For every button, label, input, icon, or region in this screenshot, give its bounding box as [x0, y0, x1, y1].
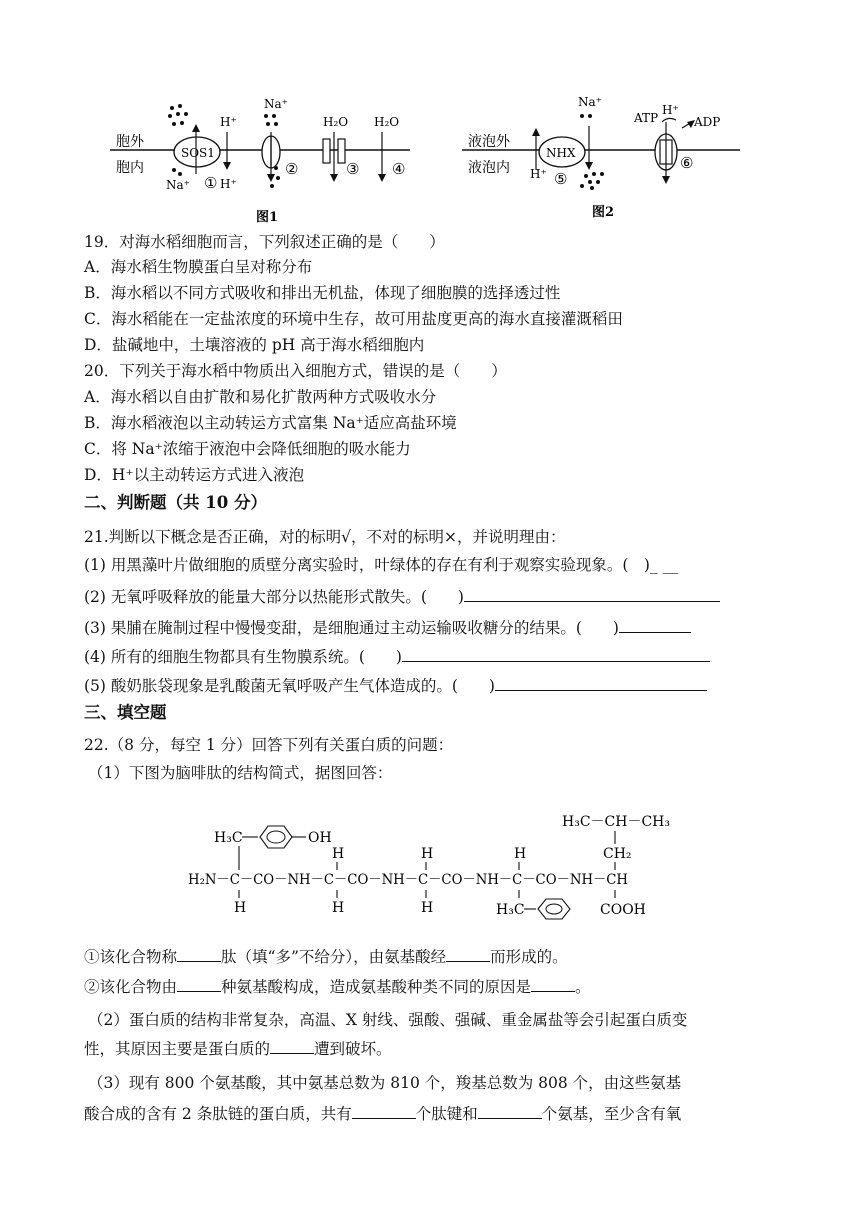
leu-cooh: COOH	[600, 902, 646, 918]
text-segment: 肽（填“多”不给分），由氨基酸经	[221, 948, 447, 966]
q19-option-c: C．海水稻能在一定盐浓度的环境中生存，故可用盐度更高的海水直接灌溉稻田	[84, 310, 623, 328]
q19-option-b: B．海水稻以不同方式吸收和排出无机盐，体现了细胞膜的选择透过性	[84, 284, 561, 302]
q21-item-4-text: (4) 所有的细胞生物都具有生物膜系统。( )	[84, 648, 402, 666]
answer-blank[interactable]	[531, 976, 575, 992]
q21-item-3	[84, 617, 691, 638]
na-dots-inside-2	[268, 166, 280, 188]
text-segment: 遭到破坏。	[314, 1040, 392, 1058]
text-segment: 性，其原因主要是蛋白质的	[84, 1040, 271, 1058]
q21-item-3-text: (3) 果脯在腌制过程中慢慢变甜，是细胞通过主动运输吸收糖分的结果。( )	[84, 619, 619, 637]
leu-side-chain: H₃C－CH－CH₃	[562, 814, 670, 830]
h-phe: H	[514, 846, 527, 862]
na-dots-inside-1	[172, 168, 182, 176]
text-segment: 。	[575, 978, 591, 996]
q19-option-d: D．盐碱地中，土壤溶液的 pH 高于海水稻细胞内	[84, 336, 425, 354]
answer-blank[interactable]	[619, 617, 691, 633]
q22-part-3-line-2	[84, 1103, 681, 1124]
section-2-heading: 二、判断题（共 10 分）	[84, 493, 267, 512]
fig2-na-label: Na⁺	[578, 95, 602, 109]
q20-option-c: C．将 Na⁺浓缩于液泡中会降低细胞的吸水能力	[84, 440, 411, 458]
q20-option-d: D．H⁺以主动转运方式进入液泡	[84, 466, 305, 484]
na-dots-outside-1	[168, 104, 188, 126]
fig1-inside-label: 胞内	[116, 160, 144, 176]
q20-option-b: B．海水稻液泡以主动转运方式富集 Na⁺适应高盐环境	[84, 414, 457, 432]
benzene-ring-icon	[538, 899, 570, 919]
benzene-ring-icon	[260, 826, 292, 848]
text-segment: 个氨基，至少含有氧	[541, 1105, 682, 1123]
fig2-num-5: ⑤	[554, 170, 568, 188]
h-gly-2-bottom: H	[421, 900, 434, 916]
leu-ch2: CH₂	[603, 846, 632, 862]
answer-blank[interactable]	[478, 1103, 542, 1119]
fig2-inside-label: 液泡内	[468, 160, 510, 176]
answer-blank[interactable]	[352, 1103, 416, 1119]
tyr-oh: OH	[308, 830, 332, 846]
fig1-h2o-label-2: H₂O	[374, 115, 400, 129]
answer-blank[interactable]	[446, 946, 490, 962]
figure-1	[110, 96, 430, 230]
q22-part-3-line-1: （3）现有 800 个氨基酸，其中氨基总数为 810 个，羧基总数为 808 个，由这些氨基	[88, 1074, 682, 1092]
aquaporin-3	[323, 139, 330, 163]
fig1-outside-label: 胞外	[116, 134, 144, 150]
q22-part-2-line-1: （2）蛋白质的结构非常复杂，高温、X 射线、强酸、强碱、重金属盐等会引起蛋白质变	[88, 1011, 688, 1029]
answer-blank[interactable]	[177, 946, 221, 962]
fig1-na-label-1: Na⁺	[166, 178, 190, 192]
na-dots-outside-2	[264, 114, 278, 126]
fig1-na-label-2: Na⁺	[264, 97, 288, 111]
q21-item-5	[84, 675, 707, 696]
q21-item-2-text: (2) 无氧呼吸释放的能量大部分以热能形式散失。( )	[84, 588, 464, 606]
fig1-h-label-2: H⁺	[220, 177, 237, 191]
enkephalin-structure	[180, 806, 680, 924]
fig2-h-label: H⁺	[530, 167, 547, 181]
q22-sub-1	[84, 946, 568, 967]
na-dots-outside-fig2	[580, 114, 592, 118]
answer-blank[interactable]	[402, 646, 710, 662]
q20-stem: 20．下列关于海水稻中物质出入细胞方式，错误的是（ ）	[84, 362, 507, 380]
text-segment: 酸合成的含有 2 条肽链的蛋白质，共有	[84, 1105, 352, 1123]
adp-label: ADP	[694, 115, 721, 129]
q22-part-2-line-2	[84, 1038, 392, 1059]
fig2-h-label-2: H⁺	[662, 103, 679, 117]
q21-item-5-text: (5) 酸奶胀袋现象是乳酸菌无氧呼吸产生气体造成的。( )	[84, 677, 495, 695]
fig2-caption: 图2	[592, 205, 615, 220]
nhx-label: NHX	[546, 146, 576, 160]
fig1-num-3: ③	[346, 160, 360, 178]
h-gly-1-bottom: H	[332, 900, 345, 916]
fig1-h2o-label-1: H₂O	[323, 115, 349, 129]
text-segment: 种氨基酸构成，造成氨基酸种类不同的原因是	[221, 978, 532, 996]
q21-item-2	[84, 586, 720, 607]
q19-stem: 19．对海水稻细胞而言，下列叙述正确的是（ ）	[84, 233, 445, 251]
q21-stem: 21.判断以下概念是否正确，对的标明√，不对的标明×，并说明理由：	[84, 528, 566, 546]
figure-2	[462, 92, 752, 226]
answer-blank[interactable]	[495, 675, 707, 691]
answer-blank[interactable]	[177, 976, 221, 992]
h-gly-2: H	[421, 846, 434, 862]
fig1-num-4: ④	[392, 160, 406, 178]
q19-option-a: A．海水稻生物膜蛋白呈对称分布	[84, 258, 313, 276]
answer-blank[interactable]	[464, 586, 720, 602]
text-segment: 个肽键和	[415, 1105, 478, 1123]
q22-sub-2	[84, 976, 591, 997]
peptide-backbone: H₂N－C－CO－NH－C－CO－NH－C－CO－NH－C－CO－NH－CH	[188, 872, 628, 888]
h-gly-1: H	[332, 846, 345, 862]
q20-option-a: A．海水稻以自由扩散和易化扩散两种方式吸收水分	[84, 388, 437, 406]
text-segment: ②该化合物由	[84, 978, 178, 996]
atp-label: ATP	[634, 111, 659, 125]
fig1-num-1: ①	[204, 174, 218, 192]
q22-part-1: （1）下图为脑啡肽的结构简式，据图回答：	[88, 764, 393, 782]
answer-blank[interactable]	[270, 1038, 314, 1054]
tyr-h3c: H₃C	[214, 830, 243, 846]
q21-item-1: (1) 用黑藻叶片做细胞的质壁分离实验时，叶绿体的存在有利于观察实验现象。( )_ __	[84, 556, 679, 574]
phe-h3c: H₃C	[496, 902, 525, 918]
fig2-num-6: ⑥	[680, 154, 694, 172]
fig1-num-2: ②	[285, 160, 299, 178]
fig2-outside-label: 液泡外	[468, 134, 510, 150]
q21-item-4	[84, 646, 710, 667]
sos1-label: SOS1	[181, 146, 215, 160]
q22-stem: 22.（8 分，每空 1 分）回答下列有关蛋白质的问题：	[84, 736, 454, 754]
na-dots-inside-fig2	[580, 172, 604, 190]
text-segment: ①该化合物称	[84, 948, 178, 966]
fig1-caption: 图1	[256, 210, 279, 225]
h-tyr-bottom: H	[234, 900, 247, 916]
fig1-h-label-1: H⁺	[220, 115, 237, 129]
text-segment: 而形成的。	[490, 948, 568, 966]
section-3-heading: 三、填空题	[84, 703, 167, 722]
